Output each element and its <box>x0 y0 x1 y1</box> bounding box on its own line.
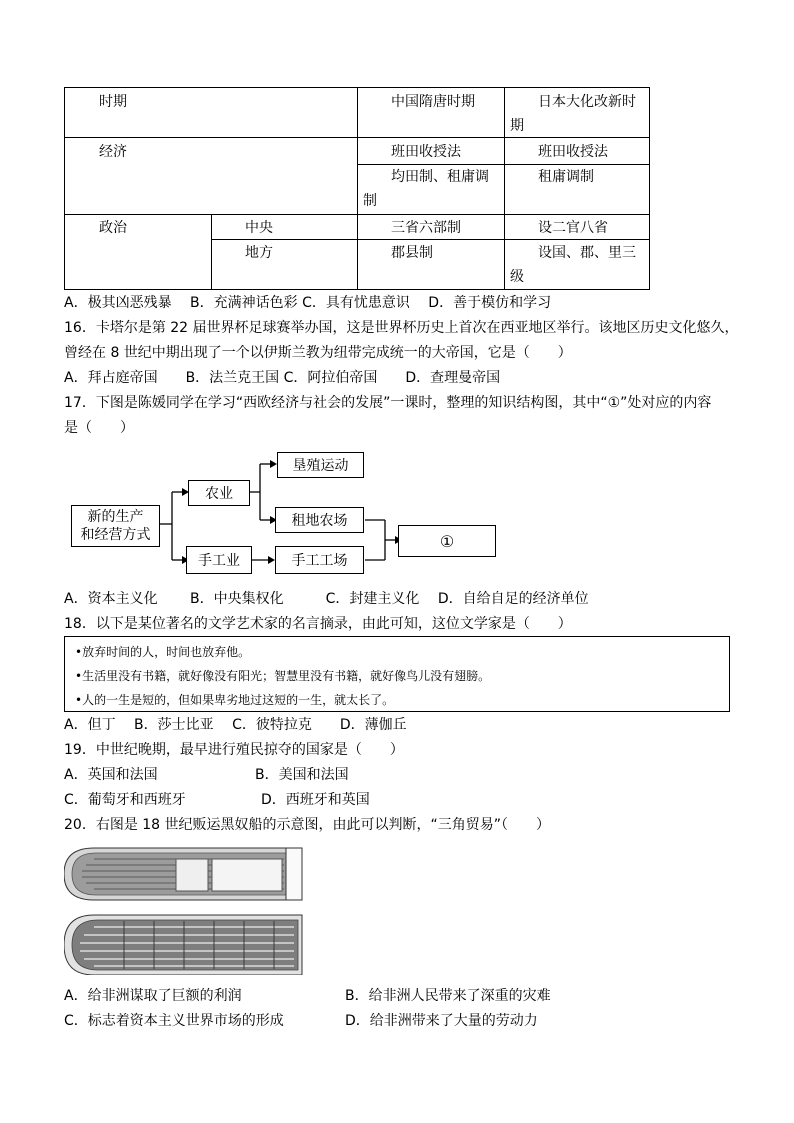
q20-option-d: D．给非洲带来了大量的劳动力 <box>345 1013 538 1029</box>
quote-2: •生活里没有书籍，就好像没有阳光；智慧里没有书籍，就好像鸟儿没有翅膀。 <box>75 669 491 683</box>
q19-option-d: D．西班牙和英国 <box>261 792 370 808</box>
economy-china-2-line2: 制 <box>363 193 377 209</box>
root-node-line2: 和经营方式 <box>80 527 151 543</box>
q19-option-c: C．葡萄牙和西班牙 <box>64 792 186 808</box>
q20-option-a: A．给非洲谋取了巨额的利润 <box>64 988 242 1004</box>
table-rule <box>357 88 358 289</box>
economy-japan-1: 班田收授法 <box>538 144 608 160</box>
node-handicraft: 手工业 <box>186 546 252 574</box>
root-node <box>71 505 160 547</box>
slave-ship-illustration <box>64 845 306 975</box>
table-rule <box>211 214 212 289</box>
header-japan-line1: 日本大化改新时 <box>538 94 636 110</box>
q20-option-b: B．给非洲人民带来了深重的灾难 <box>345 988 551 1004</box>
row-economy-label: 经济 <box>99 144 127 160</box>
q20-option-c: C．标志着资本主义世界市场的形成 <box>64 1013 284 1029</box>
q18-stem: 18．以下是某位著名的文学艺术家的名言摘录，由此可知，这位文学家是（ ） <box>64 616 572 632</box>
header-period: 时期 <box>99 94 127 110</box>
politics-central-label: 中央 <box>245 220 273 236</box>
row-politics-label: 政治 <box>99 220 127 236</box>
quote-1: •放弃时间的人，时间也放弃他。 <box>75 645 251 659</box>
q18-options: A．但丁 B．莎士比亚 C．彼特拉克 D．薄伽丘 <box>64 717 407 733</box>
economy-japan-2: 租庸调制 <box>538 169 594 185</box>
node-tenant-farm: 租地农场 <box>275 507 364 533</box>
q15-options: A．极其凶恶残暴 B．充满神话色彩 C．具有忧患意识 D．善于模仿和学习 <box>64 295 552 311</box>
politics-central-japan: 设二官八省 <box>538 220 608 236</box>
node-workshop: 手工工场 <box>275 546 364 574</box>
quote-box <box>64 636 730 712</box>
q17-stem-line2: 是（ ） <box>64 420 134 436</box>
q20-stem: 20．右图是 18 世纪贩运黑奴船的示意图，由此可以判断，“三角贸易”（ ） <box>64 817 551 833</box>
q17-stem-line1: 17．下图是陈媛同学在学习“西欧经济与社会的发展”一课时，整理的知识结构图，其中“①”处对应的内容 <box>64 395 712 411</box>
q16-stem-line1: 16．卡塔尔是第 22 届世界杯足球赛举办国，这是世界杯历史上首次在西亚地区举行。该地区历史文化悠久， <box>64 320 739 336</box>
comparison-table <box>64 87 650 290</box>
q16-stem-line2: 曾经在 8 世纪中期出现了一个以伊斯兰教为纽带完成统一的大帝国，它是（ ） <box>64 345 572 361</box>
table-rule <box>504 88 505 289</box>
economy-china-2-line1: 均田制、租庸调 <box>391 169 489 185</box>
node-reclamation: 垦殖运动 <box>277 452 364 478</box>
q17-options: A．资本主义化 B．中央集权化 C．封建主义化 D．自给自足的经济单位 <box>64 591 589 607</box>
politics-local-label: 地方 <box>245 245 273 261</box>
politics-central-china: 三省六部制 <box>391 220 461 236</box>
quote-3: •人的一生是短的，但如果卑劣地过这短的一生，就太长了。 <box>75 693 395 707</box>
q19-option-a: A．英国和法国 <box>64 767 158 783</box>
node-result: ① <box>398 525 496 557</box>
politics-local-china: 郡县制 <box>391 245 433 261</box>
header-japan-line2: 期 <box>510 118 524 134</box>
node-agriculture: 农业 <box>188 480 250 506</box>
q19-stem: 19．中世纪晚期，最早进行殖民掠夺的国家是（ ） <box>64 742 404 758</box>
economy-china-1: 班田收授法 <box>391 144 461 160</box>
header-china: 中国隋唐时期 <box>391 94 475 110</box>
q19-option-b: B．美国和法国 <box>255 767 349 783</box>
q16-options: A．拜占庭帝国 B．法兰克王国 C．阿拉伯帝国 D．查理曼帝国 <box>64 370 501 386</box>
politics-local-japan-line2: 级 <box>510 269 524 285</box>
root-node-line1: 新的生产 <box>87 509 144 525</box>
politics-local-japan-line1: 设国、郡、里三 <box>538 245 636 261</box>
